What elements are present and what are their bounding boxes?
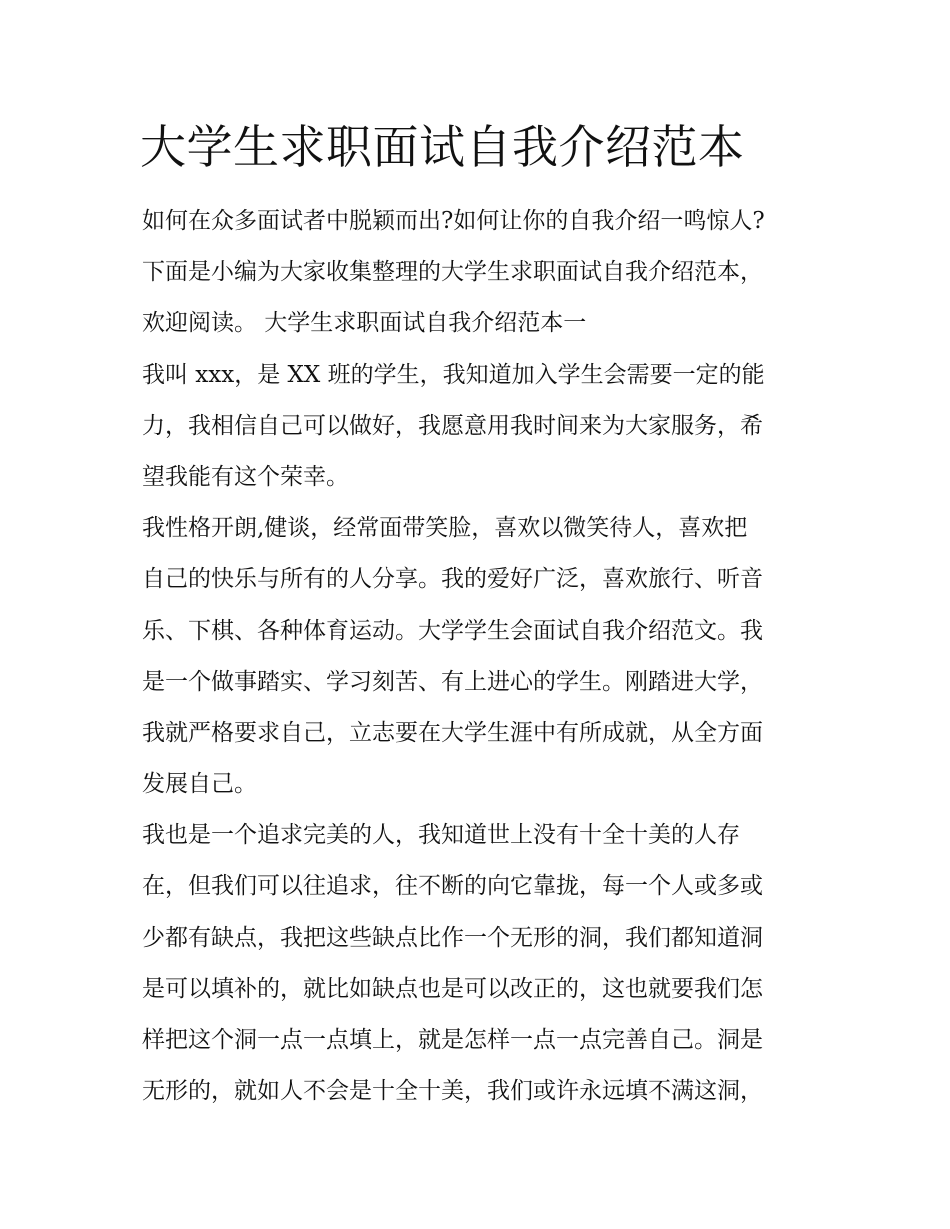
text-line: 望我能有这个荣幸。 — [142, 463, 349, 490]
text-line: 自己的快乐与所有的人分享。我的爱好广泛，喜欢旅行、听音 — [142, 566, 763, 593]
text-line: 力，我相信自己可以做好，我愿意用我时间来为大家服务，希 — [142, 412, 763, 439]
text-line: 如何在众多面试者中脱颖而出?如何让你的自我介绍一鸣惊人? — [142, 208, 765, 234]
text-line: 我叫 xxx，是 XX 班的学生，我知道加入学生会需要一定的能 — [142, 361, 765, 388]
text-line: 欢迎阅读。 大学生求职面试自我介绍范本一 — [142, 310, 587, 337]
text-line: 我就严格要求自己，立志要在大学生涯中有所成就，从全方面 — [142, 719, 763, 746]
text-line: 乐、下棋、各种体育运动。大学学生会面试自我介绍范文。我 — [142, 617, 763, 644]
text-line: 少都有缺点，我把这些缺点比作一个无形的洞，我们都知道洞 — [142, 924, 763, 951]
text-line: 下面是小编为大家收集整理的大学生求职面试自我介绍范本， — [142, 259, 763, 286]
text-line: 样把这个洞一点一点填上，就是怎样一点一点完善自己。洞是 — [142, 1027, 763, 1053]
text-line: 是可以填补的，就比如缺点也是可以改正的，这也就要我们怎 — [142, 975, 763, 1002]
text-line: 我性格开朗,健谈，经常面带笑脸，喜欢以微笑待人，喜欢把 — [142, 515, 748, 542]
text-line: 发展自己。 — [142, 771, 257, 798]
text-line: 是一个做事踏实、学习刻苦、有上进心的学生。刚踏进大学， — [142, 668, 763, 695]
text-line: 在，但我们可以往追求，往不断的向它靠拢，每一个人或多或 — [142, 873, 763, 900]
text-line: 我也是一个追求完美的人，我知道世上没有十全十美的人存 — [142, 822, 740, 849]
text-line: 无形的，就如人不会是十全十美，我们或许永远填不满这洞， — [142, 1078, 763, 1105]
document-body — [142, 196, 822, 1117]
document-title: 大学生求职面试自我介绍范本 — [140, 120, 745, 174]
